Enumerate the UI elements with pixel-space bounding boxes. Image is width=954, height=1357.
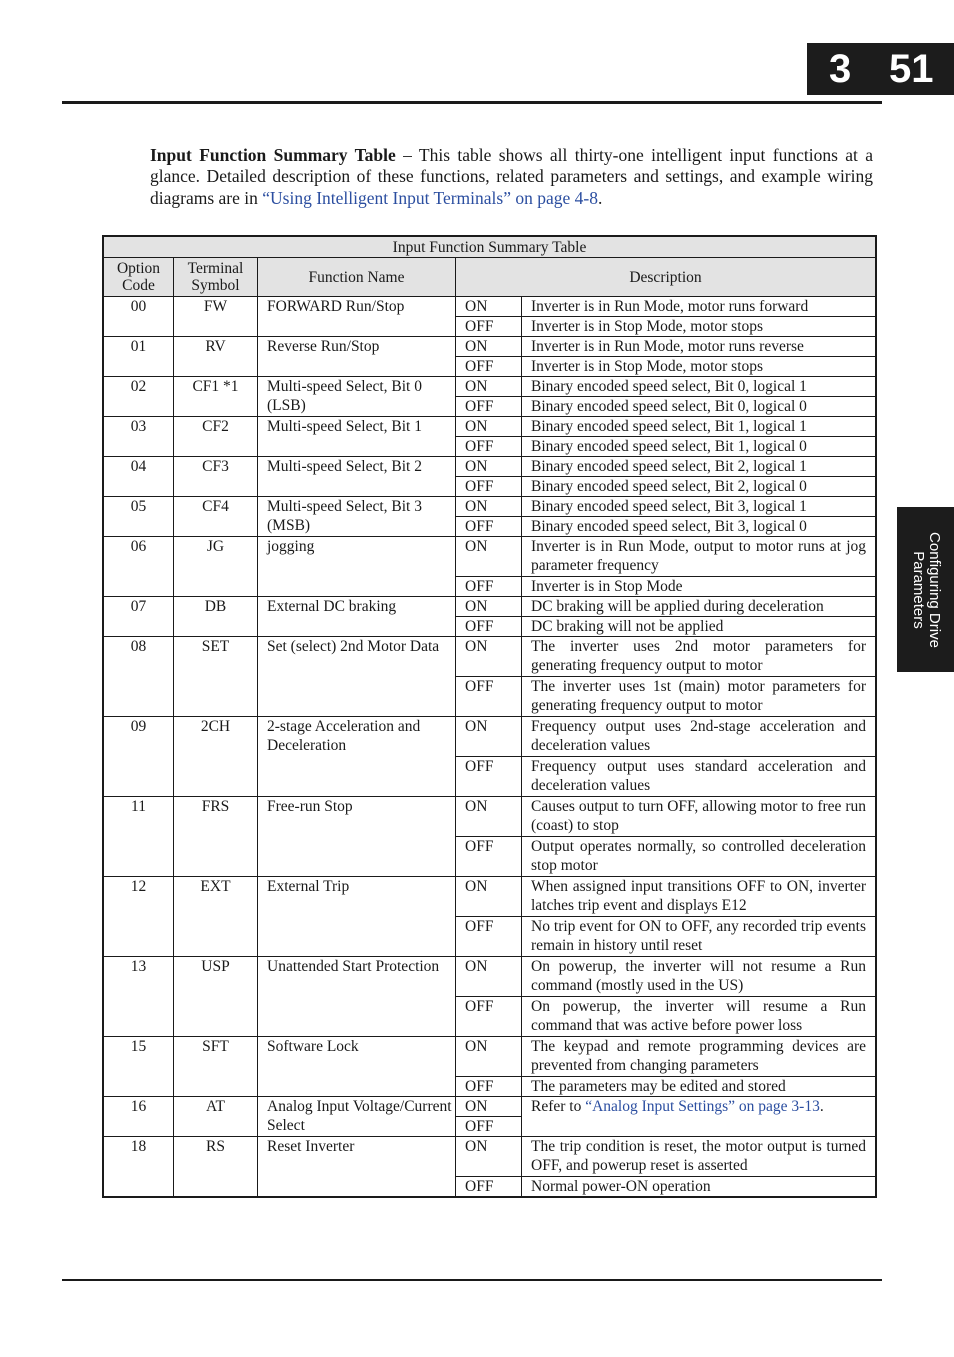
state-on-cell: ON — [456, 537, 522, 577]
option-code-cell: 08 — [103, 637, 174, 717]
state-on-cell: ON — [456, 797, 522, 837]
function-name-cell: Free-run Stop — [258, 797, 456, 877]
table-row — [103, 297, 876, 317]
on-description-cell: Binary encoded speed select, Bit 0, logical 1 — [522, 377, 877, 397]
state-off-cell: OFF — [456, 997, 522, 1037]
intro-lead: Input Function Summary Table — [150, 144, 396, 165]
on-description-cell: The inverter uses 2nd motor parameters for generating frequency output to motor — [522, 637, 877, 677]
input-function-summary-table — [102, 235, 877, 1198]
header-rule — [62, 101, 882, 104]
refer-link[interactable]: “Analog Input Settings” on page 3-13 — [585, 1098, 820, 1115]
table-row — [103, 637, 876, 677]
header-description: Description — [456, 258, 877, 297]
state-on-cell: ON — [456, 297, 522, 317]
function-name-cell: 2-stage Acceleration and Deceleration — [258, 717, 456, 797]
function-name-cell: Unattended Start Protection — [258, 957, 456, 1037]
on-description-cell: The trip condition is reset, the motor output is turned OFF, and powerup reset is asserted — [522, 1137, 877, 1177]
function-name-cell: Analog Input Voltage/Current Select — [258, 1097, 456, 1137]
off-description-cell: DC braking will not be applied — [522, 617, 877, 637]
side-tab-line2: Parameters — [909, 550, 927, 629]
intro-dash: – — [395, 144, 419, 165]
off-description-cell: On powerup, the inverter will resume a Run command that was active before power loss — [522, 997, 877, 1037]
table-row — [103, 457, 876, 477]
option-code-cell: 07 — [103, 597, 174, 637]
terminal-symbol-cell: RS — [174, 1137, 258, 1198]
terminal-symbol-cell: FRS — [174, 797, 258, 877]
option-code-cell: 12 — [103, 877, 174, 957]
on-description-cell: Inverter is in Run Mode, motor runs forward — [522, 297, 877, 317]
state-on-cell: ON — [456, 457, 522, 477]
terminal-symbol-cell: EXT — [174, 877, 258, 957]
function-name-cell: External DC braking — [258, 597, 456, 637]
state-off-cell: OFF — [456, 617, 522, 637]
refer-prefix: Refer to — [531, 1098, 586, 1115]
state-off-cell: OFF — [456, 1077, 522, 1097]
table-row — [103, 717, 876, 757]
terminal-symbol-cell: 2CH — [174, 717, 258, 797]
terminal-symbol-cell: CF2 — [174, 417, 258, 457]
intro-end: . — [597, 187, 603, 208]
state-off-cell: OFF — [456, 517, 522, 537]
off-description-cell: The parameters may be edited and stored — [522, 1077, 877, 1097]
terminal-symbol-cell: AT — [174, 1097, 258, 1137]
option-code-cell: 01 — [103, 337, 174, 377]
page-number: 51 — [889, 47, 934, 91]
on-description-cell: When assigned input transitions OFF to ON, inverter latches trip event and displays E12 — [522, 877, 877, 917]
table-row — [103, 1097, 876, 1117]
terminal-symbol-cell: FW — [174, 297, 258, 337]
header-function-name: Function Name — [258, 258, 456, 297]
on-description-cell: Binary encoded speed select, Bit 2, logical 1 — [522, 457, 877, 477]
table-body — [103, 297, 876, 1198]
on-description-cell: Causes output to turn OFF, allowing motor to free run (coast) to stop — [522, 797, 877, 837]
page-number-tab — [807, 43, 954, 95]
state-on-cell: ON — [456, 1097, 522, 1117]
state-on-cell: ON — [456, 377, 522, 397]
terminal-symbol-cell: SET — [174, 637, 258, 717]
off-description-cell: Binary encoded speed select, Bit 1, logical 0 — [522, 437, 877, 457]
function-name-cell: Multi-speed Select, Bit 3 (MSB) — [258, 497, 456, 537]
header-terminal-symbol: Terminal Symbol — [174, 258, 258, 297]
off-description-cell: Inverter is in Stop Mode, motor stops — [522, 357, 877, 377]
table-row — [103, 597, 876, 617]
state-on-cell: ON — [456, 1037, 522, 1077]
state-on-cell: ON — [456, 497, 522, 517]
state-off-cell: OFF — [456, 357, 522, 377]
on-description-cell: Inverter is in Run Mode, output to motor runs at jog parameter frequency — [522, 537, 877, 577]
function-name-cell: Software Lock — [258, 1037, 456, 1097]
state-off-cell: OFF — [456, 757, 522, 797]
description-cell — [522, 1097, 877, 1137]
state-off-cell: OFF — [456, 1117, 522, 1137]
terminal-symbol-cell: RV — [174, 337, 258, 377]
option-code-cell: 13 — [103, 957, 174, 1037]
option-code-cell: 16 — [103, 1097, 174, 1137]
on-description-cell: The keypad and remote programming devices are prevented from changing parameters — [522, 1037, 877, 1077]
function-name-cell: Reset Inverter — [258, 1137, 456, 1198]
off-description-cell: Inverter is in Stop Mode, motor stops — [522, 317, 877, 337]
terminal-symbol-cell: SFT — [174, 1037, 258, 1097]
terminal-symbol-cell: CF1 *1 — [174, 377, 258, 417]
intro-text: This table shows all thirty-one intelligent input functions at a glance. Detailed description of these functions, related parameters and settings, and example wiring diagrams are in — [150, 144, 873, 208]
intro-paragraph — [150, 145, 873, 210]
state-off-cell: OFF — [456, 397, 522, 417]
state-on-cell: ON — [456, 597, 522, 617]
state-on-cell: ON — [456, 717, 522, 757]
state-on-cell: ON — [456, 417, 522, 437]
function-name-cell: Set (select) 2nd Motor Data — [258, 637, 456, 717]
table-row — [103, 1137, 876, 1177]
state-off-cell: OFF — [456, 477, 522, 497]
section-side-tab — [897, 507, 954, 672]
function-name-cell: Multi-speed Select, Bit 0 (LSB) — [258, 377, 456, 417]
off-description-cell: The inverter uses 1st (main) motor parameters for generating frequency output to motor — [522, 677, 877, 717]
state-off-cell: OFF — [456, 577, 522, 597]
footer-rule — [62, 1279, 882, 1281]
state-off-cell: OFF — [456, 917, 522, 957]
on-description-cell: On powerup, the inverter will not resume a Run command (mostly used in the US) — [522, 957, 877, 997]
off-description-cell: Binary encoded speed select, Bit 2, logical 0 — [522, 477, 877, 497]
state-on-cell: ON — [456, 957, 522, 997]
function-name-cell: FORWARD Run/Stop — [258, 297, 456, 337]
terminal-symbol-cell: CF3 — [174, 457, 258, 497]
on-description-cell: Frequency output uses 2nd-stage acceleration and deceleration values — [522, 717, 877, 757]
option-code-cell: 18 — [103, 1137, 174, 1198]
table-row — [103, 537, 876, 577]
state-on-cell: ON — [456, 877, 522, 917]
side-tab-line1: Configuring Drive — [925, 531, 943, 648]
state-off-cell: OFF — [456, 317, 522, 337]
header-option-code: Option Code — [103, 258, 174, 297]
option-code-cell: 09 — [103, 717, 174, 797]
intro-link[interactable]: “Using Intelligent Input Terminals” on page 4-8 — [262, 187, 598, 208]
option-code-cell: 00 — [103, 297, 174, 337]
option-code-cell: 06 — [103, 537, 174, 597]
option-code-cell: 11 — [103, 797, 174, 877]
option-code-cell: 04 — [103, 457, 174, 497]
off-description-cell: Inverter is in Stop Mode — [522, 577, 877, 597]
state-on-cell: ON — [456, 1137, 522, 1177]
on-description-cell: Inverter is in Run Mode, motor runs reverse — [522, 337, 877, 357]
off-description-cell: Frequency output uses standard acceleration and deceleration values — [522, 757, 877, 797]
option-code-cell: 02 — [103, 377, 174, 417]
state-off-cell: OFF — [456, 837, 522, 877]
option-code-cell: 15 — [103, 1037, 174, 1097]
state-off-cell: OFF — [456, 437, 522, 457]
table-title: Input Function Summary Table — [103, 236, 876, 258]
refer-end: . — [819, 1098, 824, 1115]
function-name-cell: Reverse Run/Stop — [258, 337, 456, 377]
function-name-cell: Multi-speed Select, Bit 1 — [258, 417, 456, 457]
table-row — [103, 877, 876, 917]
option-code-cell: 05 — [103, 497, 174, 537]
table-row — [103, 497, 876, 517]
off-description-cell: Binary encoded speed select, Bit 3, logical 0 — [522, 517, 877, 537]
table-row — [103, 957, 876, 997]
table-row — [103, 337, 876, 357]
function-name-cell: jogging — [258, 537, 456, 597]
state-off-cell: OFF — [456, 677, 522, 717]
chapter-number: 3 — [829, 47, 852, 91]
terminal-symbol-cell: DB — [174, 597, 258, 637]
off-description-cell: No trip event for ON to OFF, any recorded trip events remain in history until reset — [522, 917, 877, 957]
on-description-cell: DC braking will be applied during deceleration — [522, 597, 877, 617]
table-row — [103, 1037, 876, 1077]
terminal-symbol-cell: CF4 — [174, 497, 258, 537]
off-description-cell: Normal power-ON operation — [522, 1177, 877, 1198]
on-description-cell: Binary encoded speed select, Bit 3, logical 1 — [522, 497, 877, 517]
on-description-cell: Binary encoded speed select, Bit 1, logical 1 — [522, 417, 877, 437]
state-on-cell: ON — [456, 337, 522, 357]
terminal-symbol-cell: JG — [174, 537, 258, 597]
off-description-cell: Output operates normally, so controlled deceleration stop motor — [522, 837, 877, 877]
function-name-cell: Multi-speed Select, Bit 2 — [258, 457, 456, 497]
table-row — [103, 417, 876, 437]
option-code-cell: 03 — [103, 417, 174, 457]
state-on-cell: ON — [456, 637, 522, 677]
terminal-symbol-cell: USP — [174, 957, 258, 1037]
state-off-cell: OFF — [456, 1177, 522, 1198]
off-description-cell: Binary encoded speed select, Bit 0, logical 0 — [522, 397, 877, 417]
table-row — [103, 797, 876, 837]
function-name-cell: External Trip — [258, 877, 456, 957]
table-row — [103, 377, 876, 397]
